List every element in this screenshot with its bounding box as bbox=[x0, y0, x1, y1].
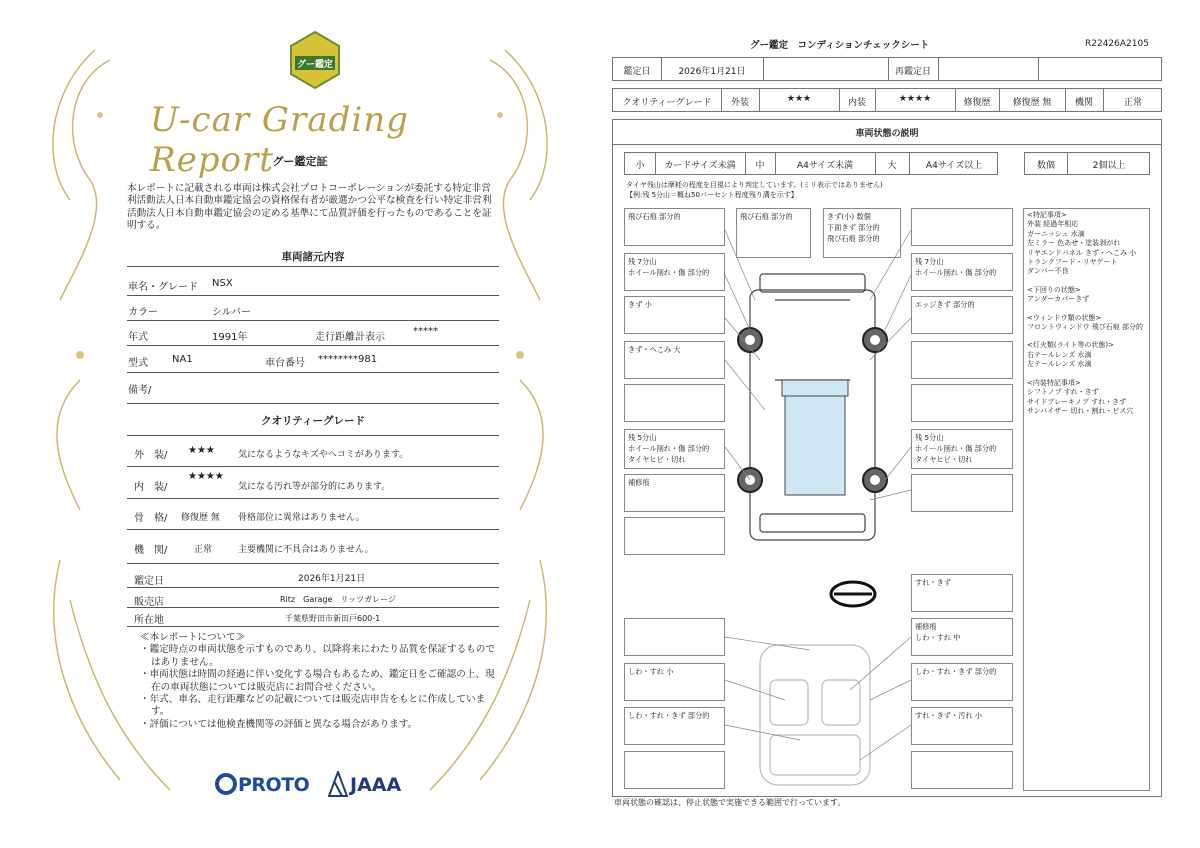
date-label: 鑑定日 bbox=[623, 67, 651, 77]
note-line: <灯火類(ライト等の状態)> bbox=[1027, 341, 1114, 350]
engine-value: 正常 bbox=[194, 545, 213, 555]
frame-desc: 骨格部位に異常はありません。 bbox=[238, 513, 365, 523]
divider bbox=[127, 587, 499, 588]
goo-badge bbox=[287, 30, 343, 90]
special-notes bbox=[1023, 208, 1150, 791]
comment-box: すれ・きず・汚れ 小 bbox=[911, 707, 1013, 745]
divider bbox=[127, 498, 499, 499]
address-label: 所在地 bbox=[134, 615, 164, 626]
exterior-label: 外 装/ bbox=[134, 450, 168, 461]
badge-label: グー鑑定 bbox=[296, 60, 333, 70]
int-stars: ★★★★ bbox=[898, 94, 932, 104]
comment-box: 補修痕 しわ・すれ 中 bbox=[911, 618, 1013, 656]
comment-box: 残 5分山 ホイール削れ・傷 部分的 タイヤヒビ・切れ bbox=[624, 429, 725, 469]
note-item: ・評価については他検査機関等の評価と異なる場合があります。 bbox=[140, 718, 418, 730]
interior-desc: 気になる汚れ等が部分的にあります。 bbox=[238, 482, 391, 492]
legend-mid: 中 bbox=[755, 161, 765, 171]
specs-header: 車両諸元内容 bbox=[281, 251, 345, 263]
note-item: ・鑑定時点の車両状態を示すものであり、以降将来にわたり品質を保証するものではありません。 bbox=[140, 644, 495, 668]
note-line: リヤエンドパネル きず・へこみ 小 bbox=[1027, 248, 1137, 257]
divider bbox=[127, 563, 499, 564]
dealer-label: 販売店 bbox=[134, 597, 164, 608]
quality-header: クオリティーグレード bbox=[261, 415, 365, 427]
divider bbox=[127, 295, 499, 296]
note-line: 左テールレンズ 水滴 bbox=[1027, 360, 1092, 369]
condition-sheet bbox=[600, 0, 1200, 848]
exterior-stars: ★★★ bbox=[188, 445, 215, 456]
note-line: サンバイザー 切れ・割れ・ビス穴 bbox=[1027, 406, 1134, 415]
comment-box: きず・へこみ 大 bbox=[624, 341, 725, 379]
cert-title: グー鑑定証 bbox=[272, 155, 328, 168]
comment-box: 残 7分山 ホイール削れ・傷 部分的 bbox=[624, 253, 725, 291]
cert-intro: 本レポートに記載される車両は株式会社プロトコーポレーションが委託する特定非営利活動法人日本自動車鑑定協会の資格保有者が厳選かつ公平な検査を行い特定非営利活動法人日本自動車鑑定協会の定める基準にて品質評価を行ったものであることを証明する。 bbox=[127, 183, 492, 232]
divider bbox=[127, 435, 499, 436]
notes-title: ≪本レポートについて≫ bbox=[140, 632, 246, 643]
divider bbox=[127, 345, 499, 346]
note-line: フロントウィンドウ 飛び石痕 部分的 bbox=[1027, 323, 1144, 332]
note-line: <内装特記事項> bbox=[1027, 378, 1081, 387]
note-item: ・車両状態は時間の経過に伴い変化する場合もあるため、鑑定日をご確認の上、現在の車両状態については販売店にお問合せください。 bbox=[140, 669, 495, 693]
model-value: NA1 bbox=[172, 354, 193, 365]
comment-box: 飛び石痕 部分的 bbox=[624, 208, 725, 246]
exterior-desc: 気になるようなキズやヘコミがあります。 bbox=[238, 450, 409, 460]
note-line: アンダーカバーきず bbox=[1027, 295, 1090, 304]
note-line: トランクフード・リヤゲート bbox=[1027, 258, 1118, 267]
proto-logo-icon bbox=[214, 772, 238, 796]
int-label: 内装 bbox=[847, 98, 866, 108]
interior-stars: ★★★★ bbox=[188, 471, 224, 482]
comment-box: きず 小 bbox=[624, 296, 725, 334]
comment-box: 残 5分山 ホイール削れ・傷 部分的 タイヤヒビ・切れ bbox=[911, 429, 1013, 469]
address-value: 千葉県野田市新田戸600-1 bbox=[285, 614, 381, 623]
ext-stars: ★★★ bbox=[786, 94, 812, 104]
script-title: U-car Grading Report bbox=[150, 100, 409, 180]
note-line: 外装 経過年相応 bbox=[1027, 220, 1079, 229]
proto-logo: PROTO bbox=[238, 774, 310, 796]
legend-mid-desc: A4サイズ未満 bbox=[796, 161, 854, 171]
grade-label: クオリティーグレード bbox=[622, 98, 712, 108]
mileage-value: ***** bbox=[413, 326, 438, 337]
legend-small: 小 bbox=[635, 161, 645, 171]
legend-large: 大 bbox=[887, 161, 897, 171]
ext-label: 外装 bbox=[730, 98, 749, 108]
year-value: 1991年 bbox=[212, 332, 248, 343]
comment-box: 補修痕 bbox=[624, 474, 725, 512]
tire-note-1: タイヤ残山は摩耗の程度を目視により判定しています。(ミリ表示ではありません) bbox=[626, 181, 883, 189]
model-label: 型式 bbox=[128, 358, 148, 369]
divider bbox=[127, 607, 499, 608]
date-label: 鑑定日 bbox=[134, 576, 164, 587]
color-value: シルバー bbox=[212, 307, 252, 318]
engine-desc: 主要機関に不具合はありません。 bbox=[238, 545, 374, 555]
divider bbox=[127, 403, 499, 404]
divider bbox=[127, 320, 499, 321]
comment-box: きず(小) 数個 下面きず 部分的 飛び石痕 部分的 bbox=[823, 208, 901, 258]
note-line: <特記事項> bbox=[1027, 211, 1067, 219]
frame-label: 骨 格/ bbox=[134, 513, 168, 524]
note-line: シフトノブ すれ・きず bbox=[1027, 388, 1099, 397]
comment-box: しわ・すれ 小 bbox=[624, 663, 725, 701]
engine-label: 機関 bbox=[1074, 98, 1093, 108]
comment-box: しわ・すれ・きず 部分的 bbox=[911, 663, 1013, 701]
chassis-value: ********981 bbox=[318, 354, 378, 365]
engine-label: 機 関/ bbox=[134, 545, 168, 556]
date-value: 2026年1月21日 bbox=[678, 67, 746, 77]
date-value: 2026年1月21日 bbox=[298, 574, 366, 584]
remarks-label: 備考/ bbox=[128, 385, 152, 396]
legend-large-desc: A4サイズ以上 bbox=[925, 161, 983, 171]
comment-box: しわ・すれ・きず 部分的 bbox=[624, 707, 725, 745]
note-line: 右テールレンズ 水滴 bbox=[1027, 350, 1092, 359]
divider bbox=[127, 529, 499, 530]
redate-label: 再鑑定日 bbox=[894, 67, 931, 77]
year-label: 年式 bbox=[128, 332, 148, 343]
comment-box: 飛び石痕 部分的 bbox=[736, 208, 811, 258]
divider bbox=[127, 466, 499, 467]
note-line: <下回りの状態> bbox=[1027, 285, 1081, 294]
note-line: サイドブレーキノブ すれ・きず bbox=[1027, 397, 1127, 406]
interior-label: 内 装/ bbox=[134, 482, 168, 493]
comment-box: 残 7分山 ホイール削れ・傷 部分的 bbox=[911, 253, 1013, 291]
jaaa-logo-icon bbox=[328, 771, 348, 797]
note-line: ガーニッシュ 水滴 bbox=[1027, 229, 1085, 238]
divider bbox=[127, 626, 499, 627]
report-id: R22426A2105 bbox=[1085, 39, 1149, 49]
name-value: NSX bbox=[212, 278, 233, 289]
legend-count-desc: 2個以上 bbox=[1092, 161, 1126, 171]
report-notes bbox=[140, 632, 500, 731]
divider bbox=[127, 372, 499, 373]
color-label: カラー bbox=[128, 307, 158, 318]
name-label: 車名・グレード bbox=[128, 282, 198, 293]
comment-box: エッジきず 部分的 bbox=[911, 296, 1013, 334]
legend-count: 数個 bbox=[1036, 161, 1055, 171]
repair-label: 修復歴 bbox=[963, 98, 991, 108]
sheet-footer: 車両状態の確認は、停止状態で実施できる範囲で行っています。 bbox=[614, 798, 846, 807]
note-line: 左ミラー 色あせ・塗装剥がれ bbox=[1027, 239, 1121, 248]
mileage-label: 走行距離計表示 bbox=[315, 332, 385, 343]
comment-box: すれ・きず bbox=[911, 574, 1013, 612]
frame-value: 修復歴 無 bbox=[181, 513, 220, 523]
condition-header: 車両状態の説明 bbox=[855, 129, 919, 139]
note-line: <ウィンドウ類の状態> bbox=[1027, 313, 1102, 322]
note-line: ダンパー不良 bbox=[1027, 267, 1069, 276]
engine-value: 正常 bbox=[1123, 98, 1142, 108]
dealer-value: Ritz Garage リッツガレージ bbox=[280, 595, 396, 604]
tire-note-2: 【例:残 5分山＝概ね50パーセント程度残り溝を示す】 bbox=[626, 191, 798, 199]
divider bbox=[127, 266, 499, 267]
jaaa-logo: JAAA bbox=[350, 774, 402, 796]
note-item: ・年式、車名、走行距離などの記載については販売店申告をもとに作成しています。 bbox=[140, 694, 486, 718]
chassis-label: 車台番号 bbox=[265, 358, 305, 369]
repair-value: 修復歴 無 bbox=[1012, 98, 1052, 108]
sheet-title: グー鑑定 コンディションチェックシート bbox=[750, 40, 930, 51]
legend-small-desc: カードサイズ未満 bbox=[664, 161, 736, 171]
